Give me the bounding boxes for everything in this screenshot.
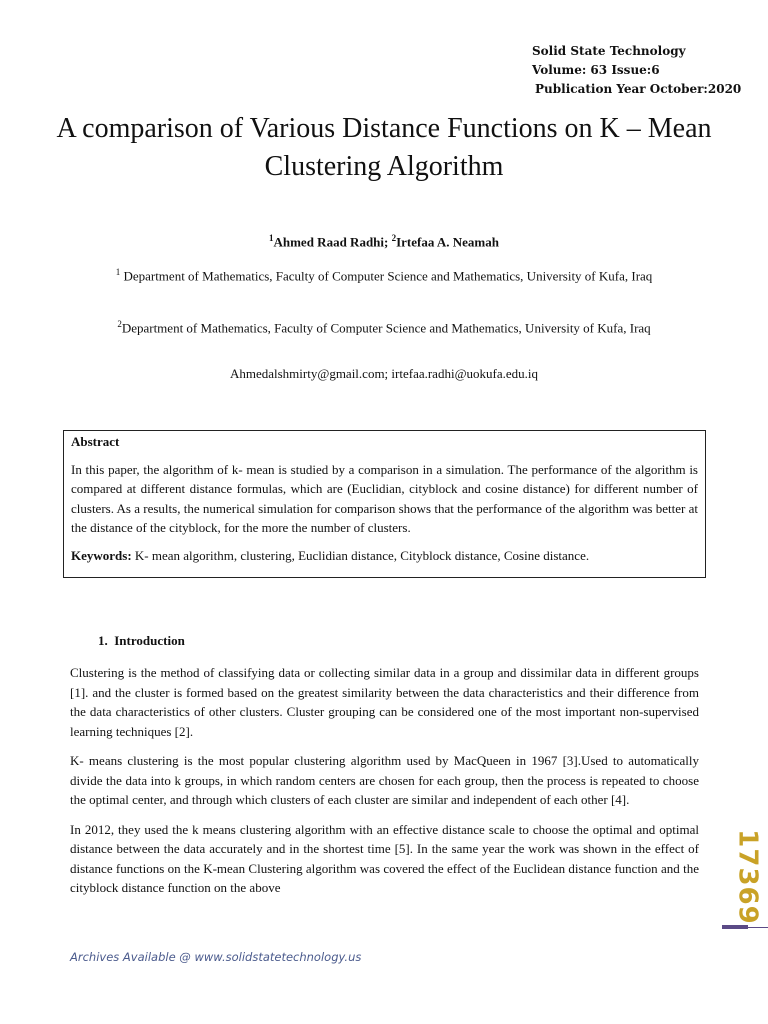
section-number: 1.: [98, 633, 108, 648]
section-heading: [98, 633, 185, 649]
affiliation-1: [70, 263, 698, 286]
author2-sup: 2: [391, 233, 397, 243]
affiliation-2: [70, 315, 698, 338]
journal-name: Solid State Technology: [532, 44, 686, 58]
publication-year: Publication Year October:2020: [535, 82, 742, 96]
keywords: [71, 546, 698, 566]
page-number: 17369: [732, 829, 763, 925]
affiliation-text: Department of Mathematics, Faculty of Computer Science and Mathematics, University of Kufa, Iraq: [121, 320, 651, 336]
abstract-heading: Abstract: [71, 434, 120, 449]
author1-sup: 1: [268, 233, 274, 243]
author-emails: Ahmedalshmirty@gmail.com; irtefaa.radhi@uokufa.edu.iq: [229, 366, 539, 381]
affiliation-text: Department of Mathematics, Faculty of Computer Science and Mathematics, University of Kufa, Iraq: [120, 268, 653, 284]
affiliation-sup: 1: [115, 267, 121, 277]
paragraph: Clustering is the method of classifying data or collecting similar data in a group and dissimilar data in different groups [1]. and the cluster is formed based on the greatest similarity between the data characteristics and their difference from the data characteristics of other clusters. Cluster grouping can be considered one of the most important non-supervised learning techniques [2].: [70, 665, 699, 739]
page-number-rule: [722, 925, 748, 929]
keywords-label: Keywords:: [71, 547, 132, 563]
paragraph: In 2012, they used the k means clustering algorithm with an effective distance scale to choose the optimal and optimal distance between the data accurately and in the shortest time [5]. In the same year the work was shown in the effect of distance functions on the K-mean Clustering algorithm was covered the effect of the Euclidean distance function and the cityblock distance function on the above: [70, 821, 699, 895]
paragraph: K- means clustering is the most popular clustering algorithm used by MacQueen in 1967 [3].Used to automatically divide the data into k groups, in which random centers are chosen for each group, then the process is repeated to choose the optimal center, and through which clusters of each cluster are similar and independent of each other [4].: [70, 753, 699, 807]
affiliation-sup: 2: [117, 319, 122, 329]
keywords-text: K- mean algorithm, clustering, Euclidian distance, Cityblock distance, Cosine distance.: [131, 547, 590, 563]
section-title: Introduction: [114, 633, 185, 648]
paper-title: A comparison of Various Distance Functions on K – Mean Clustering Algorithm: [56, 113, 712, 182]
abstract-text: In this paper, the algorithm of k- mean is studied by a comparison in a simulation. The performance of the algorithm is compared at different distance formulas, which are (Euclidian, cityblock and cosine distance) for different number of clusters. As a results, the numerical simulation for comparison shows that the performance of the algorithm was better at the distance of the cityblock, for the more the number of clusters.: [71, 461, 698, 535]
author1: Ahmed Raad Radhi;: [273, 234, 392, 250]
footer-archive-link: Archives Available @ www.solidstatetechnology.us: [70, 950, 362, 964]
author2: Irtefaa A. Neamah: [396, 234, 499, 250]
page-number-rule-thin: [748, 927, 768, 928]
section-body: [70, 663, 699, 908]
journal-volume: Volume: 63 Issue:6: [532, 63, 660, 77]
journal-header: [532, 42, 741, 99]
abstract-box: [63, 430, 706, 578]
authors: [0, 233, 768, 250]
